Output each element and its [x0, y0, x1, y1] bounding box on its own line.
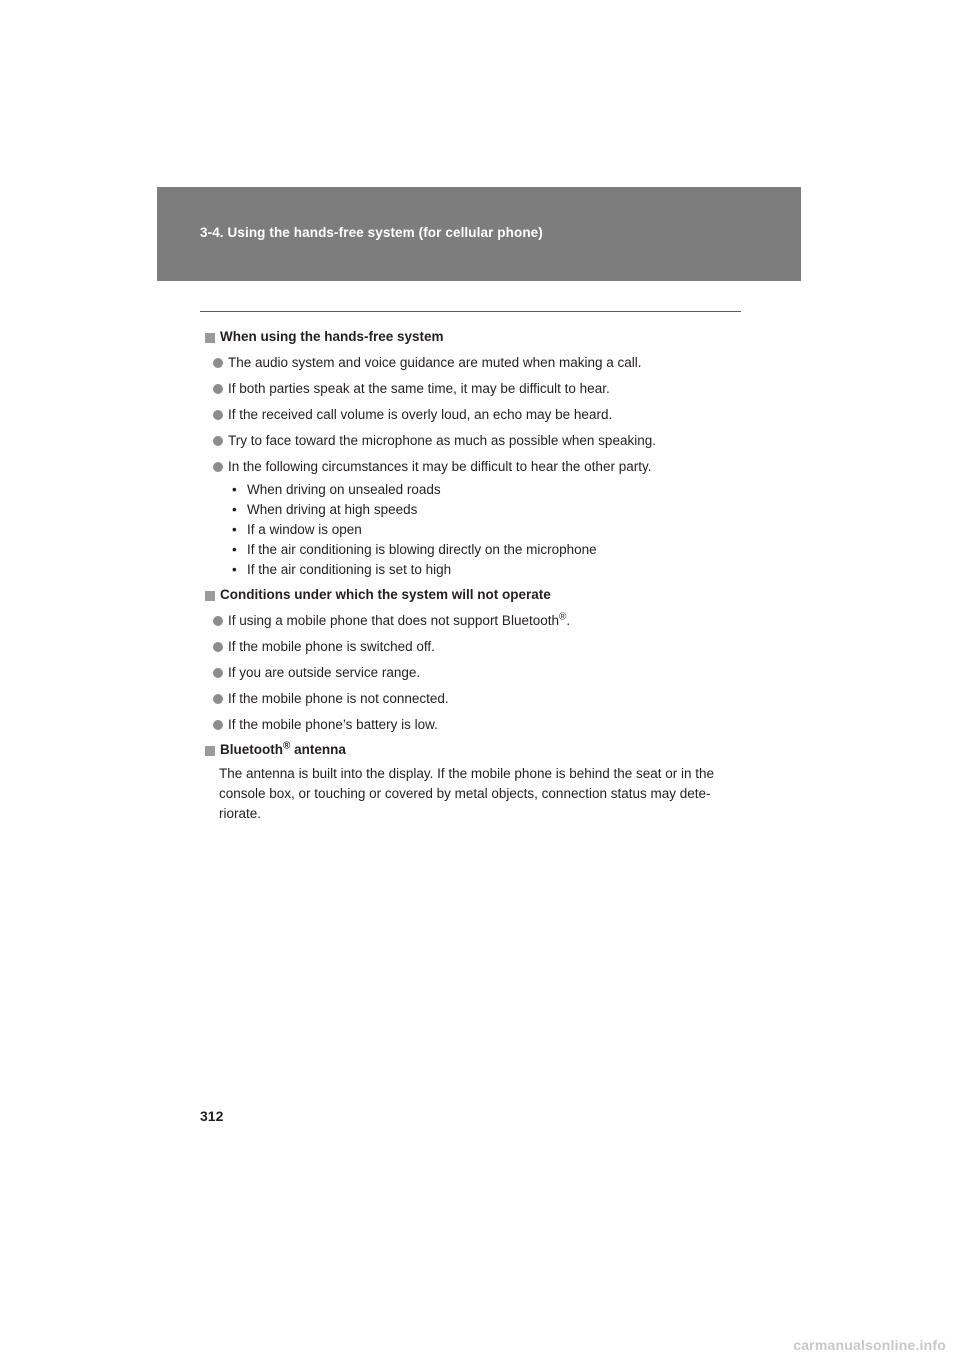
- middle-dot-icon: •: [232, 482, 237, 497]
- sub-list-item-text: If the air conditioning is blowing directly on the microphone: [247, 542, 597, 557]
- sub-list-item-text: When driving on unsealed roads: [247, 482, 441, 497]
- circle-bullet-icon: [213, 668, 223, 678]
- watermark: carmanualsonline.info: [793, 1337, 946, 1353]
- list-item-text: If the received call volume is overly loud, an echo may be heard.: [228, 407, 613, 422]
- header-band: [157, 187, 801, 281]
- list-item-text-suffix: .: [566, 613, 571, 628]
- list-item-text: If the mobile phone is not connected.: [228, 691, 449, 706]
- list-item-text: If the mobile phone’s battery is low.: [228, 717, 438, 732]
- page-content: [205, 327, 745, 824]
- heading-not-operate-conditions: [205, 585, 745, 605]
- square-bullet-icon: [205, 746, 215, 756]
- sub-list-item-text: When driving at high speeds: [247, 502, 418, 517]
- list-item-text: If you are outside service range.: [228, 665, 421, 680]
- list-item-text: Try to face toward the microphone as much as possible when speaking.: [228, 433, 656, 448]
- list-item-text: In the following circumstances it may be difficult to hear the other party.: [228, 459, 652, 474]
- registered-mark: ®: [558, 611, 567, 623]
- middle-dot-icon: •: [232, 522, 237, 537]
- list-item: [205, 379, 745, 399]
- square-bullet-icon: [205, 591, 215, 601]
- list-item-text-prefix: If using a mobile phone that does not support Bluetooth: [228, 613, 559, 628]
- heading-text-suffix: antenna: [290, 742, 346, 757]
- middle-dot-icon: •: [232, 562, 237, 577]
- list-item-text: The audio system and voice guidance are muted when making a call.: [228, 355, 642, 370]
- list-item: [205, 353, 745, 373]
- heading-text-prefix: Bluetooth: [220, 742, 283, 757]
- list-item: [205, 611, 745, 631]
- list-item-text: If both parties speak at the same time, it may be difficult to hear.: [228, 381, 610, 396]
- divider-rule: [200, 311, 741, 312]
- circle-bullet-icon: [213, 410, 223, 420]
- circle-bullet-icon: [213, 616, 223, 626]
- circle-bullet-icon: [213, 694, 223, 704]
- circle-bullet-icon: [213, 384, 223, 394]
- list-item: [205, 431, 745, 451]
- registered-mark: ®: [283, 740, 291, 752]
- circle-bullet-icon: [213, 720, 223, 730]
- sub-list-item: [205, 520, 745, 540]
- circumstance-list: [205, 480, 745, 580]
- sub-list-item: [205, 540, 745, 560]
- square-bullet-icon: [205, 333, 215, 343]
- list-item: [205, 715, 745, 735]
- heading-text: When using the hands-free system: [220, 329, 444, 344]
- sub-list-item: [205, 480, 745, 500]
- list-item: [205, 689, 745, 709]
- circle-bullet-icon: [213, 436, 223, 446]
- circle-bullet-icon: [213, 642, 223, 652]
- section-title: 3-4. Using the hands-free system (for cellular phone): [200, 225, 543, 240]
- heading-hands-free-use: [205, 327, 745, 347]
- list-item-text: If the mobile phone is switched off.: [228, 639, 435, 654]
- list-item: [205, 663, 745, 683]
- page-number: 312: [200, 1108, 224, 1124]
- circle-bullet-icon: [213, 462, 223, 472]
- heading-text: Conditions under which the system will not operate: [220, 587, 551, 602]
- middle-dot-icon: •: [232, 542, 237, 557]
- sub-list-item: [205, 500, 745, 520]
- circle-bullet-icon: [213, 358, 223, 368]
- list-item: [205, 637, 745, 657]
- middle-dot-icon: •: [232, 502, 237, 517]
- list-item: [205, 457, 745, 477]
- list-item: [205, 405, 745, 425]
- heading-bluetooth-antenna: [205, 740, 745, 760]
- sub-list-item-text: If the air conditioning is set to high: [247, 562, 452, 577]
- sub-list-item-text: If a window is open: [247, 522, 362, 537]
- sub-list-item: [205, 560, 745, 580]
- antenna-paragraph: The antenna is built into the display. If the mobile phone is behind the seat or in the console box, or touching or covered by metal objects, connection status may dete-riorate.: [219, 766, 715, 821]
